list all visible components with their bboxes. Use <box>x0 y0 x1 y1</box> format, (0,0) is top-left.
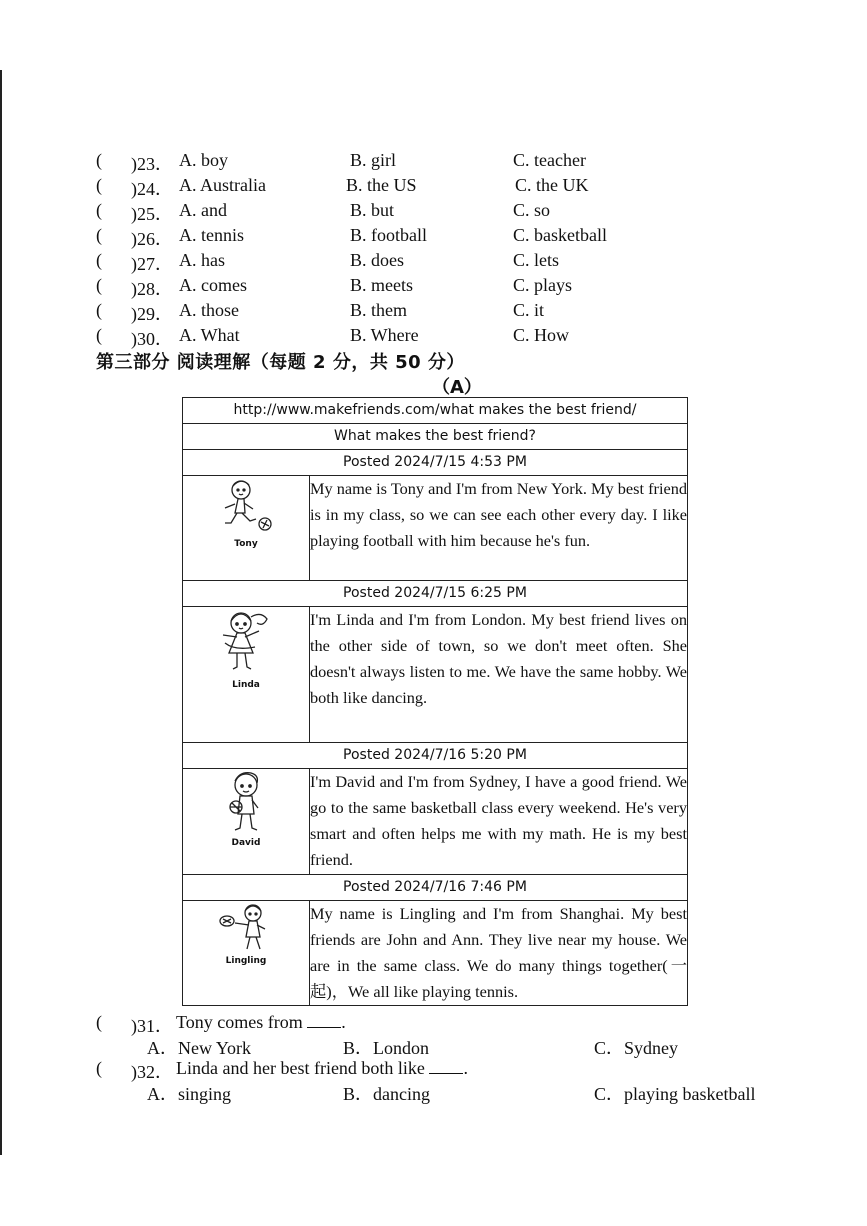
option-b[interactable]: B. Where <box>350 325 419 345</box>
option-a[interactable]: A. comes <box>179 275 247 295</box>
question-number: )30． <box>131 329 173 349</box>
post-avatar-cell <box>183 476 310 581</box>
question-stem: Tony comes from . <box>176 1012 346 1032</box>
option-a[interactable]: A. and <box>179 200 227 220</box>
option-a[interactable]: A. those <box>179 300 239 320</box>
post-timestamp: Posted 2024/7/15 6:25 PM <box>183 581 688 607</box>
david-basketball-illustration <box>216 769 276 848</box>
post-text: My name is Tony and I'm from New York. My best friend is in my class, so we can see each other every day. I like playing football with him because he's fun. <box>310 476 688 581</box>
question-number: )26． <box>131 229 173 249</box>
option-c[interactable]: C. basketball <box>513 225 607 245</box>
option-b[interactable]: B. football <box>350 225 427 245</box>
option-b[interactable]: B. but <box>350 200 395 220</box>
answer-paren[interactable]: ( <box>96 200 102 220</box>
question-number: )31． <box>131 1016 173 1036</box>
board-title: What makes the best friend? <box>183 424 688 450</box>
option-c[interactable]: C. How <box>513 325 570 345</box>
option-a[interactable]: A. has <box>179 250 225 270</box>
question-number: )25． <box>131 204 173 224</box>
answer-paren[interactable]: ( <box>96 300 102 320</box>
question-number: )27． <box>131 254 173 274</box>
option-c[interactable]: C. teacher <box>513 150 586 170</box>
avatar-name-label: David <box>231 838 261 848</box>
post-timestamp: Posted 2024/7/15 4:53 PM <box>183 450 688 476</box>
option-b[interactable]: B. does <box>350 250 404 270</box>
option-a[interactable]: A．singing <box>147 1084 232 1104</box>
option-a[interactable]: A. Australia <box>179 175 266 195</box>
answer-paren[interactable]: ( <box>96 1012 102 1032</box>
answer-paren[interactable]: ( <box>96 225 102 245</box>
board-url: http://www.makefriends.com/what makes the best friend/ <box>183 398 688 424</box>
question-number: )29． <box>131 304 173 324</box>
answer-blank[interactable] <box>307 1013 341 1028</box>
lingling-tennis-illustration <box>215 901 277 966</box>
post-timestamp: Posted 2024/7/16 5:20 PM <box>183 743 688 769</box>
option-a[interactable]: A．New York <box>147 1038 252 1058</box>
answer-paren[interactable]: ( <box>96 175 102 195</box>
option-a[interactable]: A. tennis <box>179 225 244 245</box>
avatar-name-label: Tony <box>234 539 258 549</box>
post-text: My name is Lingling and I'm from Shanghai. My best friends are John and Ann. They live near my house. We are in the same class. We do many things together(一起)，We all like playing tennis. <box>310 901 688 1006</box>
avatar-name-label: Lingling <box>225 956 267 966</box>
post-avatar-cell <box>183 769 310 875</box>
forum-board <box>182 397 688 1006</box>
option-a[interactable]: A. boy <box>179 150 228 170</box>
answer-paren[interactable]: ( <box>96 325 102 345</box>
passage-label: （A） <box>432 377 482 398</box>
option-c[interactable]: C. lets <box>513 250 560 270</box>
option-c[interactable]: C. so <box>513 200 551 220</box>
option-b[interactable]: B．London <box>343 1038 430 1058</box>
option-c[interactable]: C．playing basketball <box>594 1084 756 1104</box>
option-b[interactable]: B. them <box>350 300 407 320</box>
option-c[interactable]: C. the UK <box>515 175 589 195</box>
option-b[interactable]: B. meets <box>350 275 413 295</box>
answer-blank[interactable] <box>429 1059 463 1074</box>
option-c[interactable]: C. it <box>513 300 545 320</box>
post-text: I'm Linda and I'm from London. My best friend lives on the other side of town, so we don't meet often. She doesn't always listen to me. We have the same hobby. We both like dancing. <box>310 607 688 743</box>
option-c[interactable]: C．Sydney <box>594 1038 679 1058</box>
tony-football-illustration <box>211 476 281 549</box>
answer-paren[interactable]: ( <box>96 1058 102 1078</box>
page-left-border <box>0 70 2 1155</box>
question-number: )32． <box>131 1062 173 1082</box>
question-number: )28． <box>131 279 173 299</box>
section-title: 第三部分 阅读理解（每题 2 分，共 50 分） <box>96 352 465 373</box>
question-number: )23． <box>131 154 173 174</box>
answer-paren[interactable]: ( <box>96 250 102 270</box>
option-b[interactable]: B. the US <box>346 175 417 195</box>
answer-paren[interactable]: ( <box>96 275 102 295</box>
post-avatar-cell <box>183 901 310 1006</box>
option-a[interactable]: A. What <box>179 325 240 345</box>
answer-paren[interactable]: ( <box>96 150 102 170</box>
post-timestamp: Posted 2024/7/16 7:46 PM <box>183 875 688 901</box>
linda-dancing-illustration <box>211 607 281 690</box>
post-text: I'm David and I'm from Sydney, I have a good friend. We go to the same basketball class every weekend. He's very smart and often helps me with my math. He is my best friend. <box>310 769 688 875</box>
option-b[interactable]: B．dancing <box>343 1084 430 1104</box>
post-avatar-cell <box>183 607 310 743</box>
avatar-name-label: Linda <box>232 680 260 690</box>
option-b[interactable]: B. girl <box>350 150 397 170</box>
question-stem: Linda and her best friend both like . <box>176 1058 468 1078</box>
option-c[interactable]: C. plays <box>513 275 573 295</box>
question-number: )24． <box>131 179 173 199</box>
